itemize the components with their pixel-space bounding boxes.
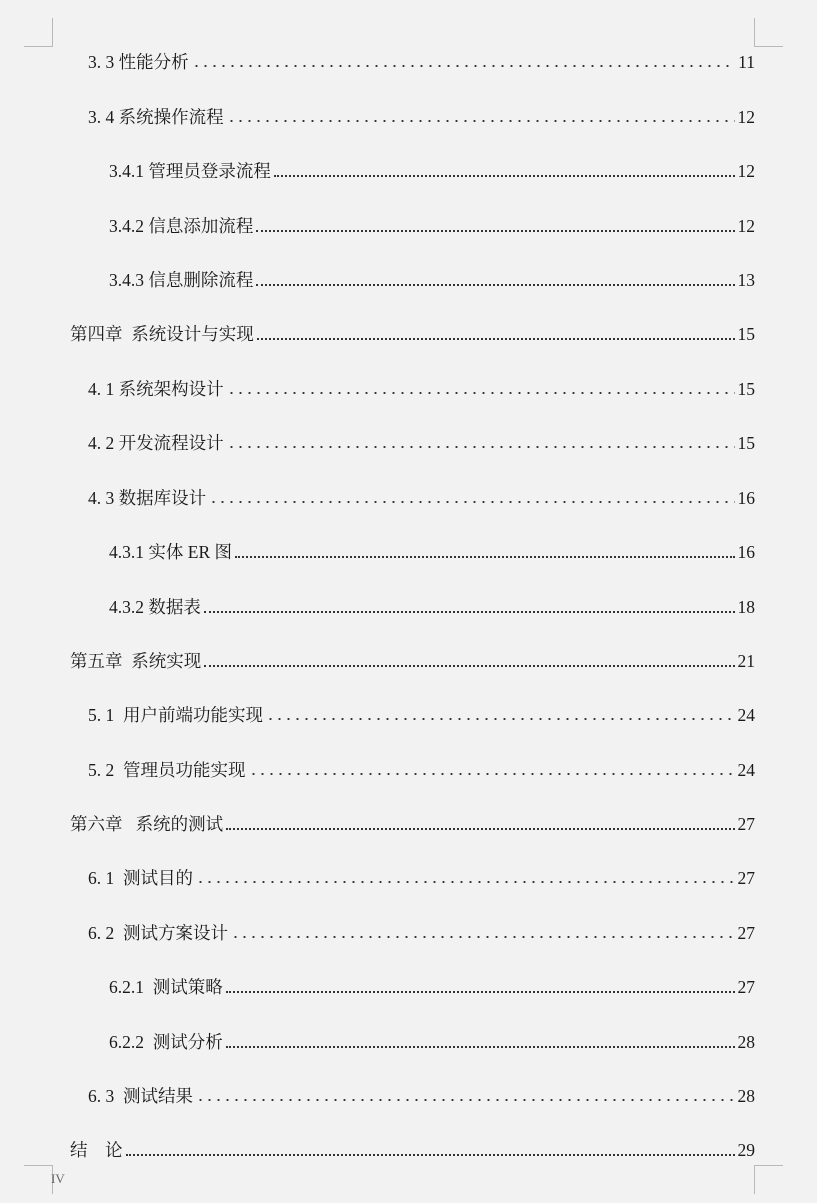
- toc-page-number: 24: [737, 760, 755, 780]
- toc-entry-title: 3.4.3 信息删除流程: [109, 270, 254, 290]
- toc-entry[interactable]: [70, 1137, 755, 1161]
- toc-leader: [266, 718, 735, 720]
- toc-entry-title: 4.3.2 数据表: [109, 597, 201, 617]
- toc-entry[interactable]: [88, 485, 755, 509]
- toc-entry[interactable]: [70, 811, 755, 835]
- toc-entry-title: 6.2.1 测试策略: [109, 977, 223, 997]
- toc-entry-title: 6. 3 测试结果: [88, 1086, 193, 1106]
- toc-page-number: 28: [737, 1086, 755, 1106]
- toc-page-number: 27: [737, 977, 755, 997]
- toc-entry-title: 3.4.2 信息添加流程: [109, 216, 254, 236]
- toc-leader: [274, 175, 735, 177]
- toc-page-number: 15: [737, 324, 755, 344]
- toc-entry[interactable]: [109, 594, 755, 618]
- toc-page-number: 24: [737, 705, 755, 725]
- toc-leader: [256, 230, 734, 232]
- toc-entry[interactable]: [109, 1029, 755, 1053]
- toc-entry-title: 5. 2 管理员功能实现: [88, 760, 246, 780]
- toc-entry-title: 4.3.1 实体 ER 图: [109, 542, 232, 562]
- toc-page-number: 27: [737, 923, 755, 943]
- toc-leader: [226, 991, 735, 993]
- toc-entry[interactable]: [88, 104, 755, 128]
- toc-entry-title: 结 论: [70, 1140, 123, 1160]
- toc-leader: [196, 1099, 735, 1101]
- toc-leader: [204, 665, 734, 667]
- toc-page-number: 16: [737, 542, 755, 562]
- toc-page-number: 11: [738, 52, 755, 72]
- toc-entry-title: 第四章 系统设计与实现: [70, 324, 254, 344]
- toc-entry-title: 5. 1 用户前端功能实现: [88, 705, 263, 725]
- toc-leader: [192, 65, 736, 67]
- toc-leader: [209, 501, 734, 503]
- toc-entry-title: 3. 4 系统操作流程: [88, 107, 224, 127]
- toc-entry-title: 6. 2 测试方案设计: [88, 923, 228, 943]
- toc-entry[interactable]: [109, 267, 755, 291]
- toc-entry[interactable]: [109, 213, 755, 237]
- toc-page-number: 27: [737, 814, 755, 834]
- toc-entry-title: 4. 1 系统架构设计: [88, 379, 224, 399]
- toc-entry-title: 3. 3 性能分析: [88, 52, 189, 72]
- toc-leader: [227, 446, 735, 448]
- toc-page-number: 16: [737, 488, 755, 508]
- toc-leader: [196, 881, 735, 883]
- crop-mark-bottom-right: [754, 1165, 783, 1194]
- toc-leader: [235, 556, 735, 558]
- toc-entry-title: 3.4.1 管理员登录流程: [109, 161, 271, 181]
- toc-entry[interactable]: [109, 974, 755, 998]
- toc-leader: [226, 1046, 735, 1048]
- toc-page-number: 27: [737, 868, 755, 888]
- toc-page-number: 28: [737, 1032, 755, 1052]
- toc-entry-title: 4. 2 开发流程设计: [88, 433, 224, 453]
- toc-leader: [249, 773, 735, 775]
- toc-leader: [257, 338, 735, 340]
- toc-entry[interactable]: [88, 1083, 755, 1107]
- toc-page-number: 12: [737, 107, 755, 127]
- crop-mark-top-right: [754, 18, 783, 47]
- toc-page-number: 15: [737, 433, 755, 453]
- toc-entry[interactable]: [88, 376, 755, 400]
- toc-entry[interactable]: [88, 757, 755, 781]
- toc-entry[interactable]: [88, 430, 755, 454]
- toc-page-number: 15: [737, 379, 755, 399]
- toc-leader: [126, 1154, 735, 1156]
- toc-entry-title: 第六章 系统的测试: [70, 814, 224, 834]
- toc-entry[interactable]: [70, 321, 755, 345]
- toc-entry-title: 第五章 系统实现: [70, 651, 202, 671]
- toc-page-number: 13: [737, 270, 755, 290]
- toc-entry[interactable]: [88, 702, 755, 726]
- toc-entry-title: 6.2.2 测试分析: [109, 1032, 223, 1052]
- crop-mark-top-left: [24, 18, 53, 47]
- toc-page-number: 12: [737, 216, 755, 236]
- toc-entry[interactable]: [88, 865, 755, 889]
- toc-leader: [204, 611, 735, 613]
- toc-entry[interactable]: [109, 539, 755, 563]
- toc-page-number: 12: [737, 161, 755, 181]
- toc-leader: [227, 120, 735, 122]
- toc-leader: [231, 936, 735, 938]
- page-number-footer: IV: [51, 1171, 65, 1186]
- toc-page-number: 18: [737, 597, 755, 617]
- toc-leader: [227, 392, 735, 394]
- toc-entry-title: 4. 3 数据库设计: [88, 488, 207, 508]
- toc-entry[interactable]: [70, 648, 755, 672]
- toc-entry[interactable]: [88, 920, 755, 944]
- toc-leader: [226, 828, 734, 830]
- toc-entry[interactable]: [88, 49, 755, 73]
- crop-mark-bottom-left: [24, 1165, 53, 1194]
- toc-page-number: 21: [737, 651, 755, 671]
- toc-page-number: 29: [737, 1140, 755, 1160]
- toc-entry[interactable]: [109, 158, 755, 182]
- toc-leader: [256, 284, 734, 286]
- toc-entry-title: 6. 1 测试目的: [88, 868, 193, 888]
